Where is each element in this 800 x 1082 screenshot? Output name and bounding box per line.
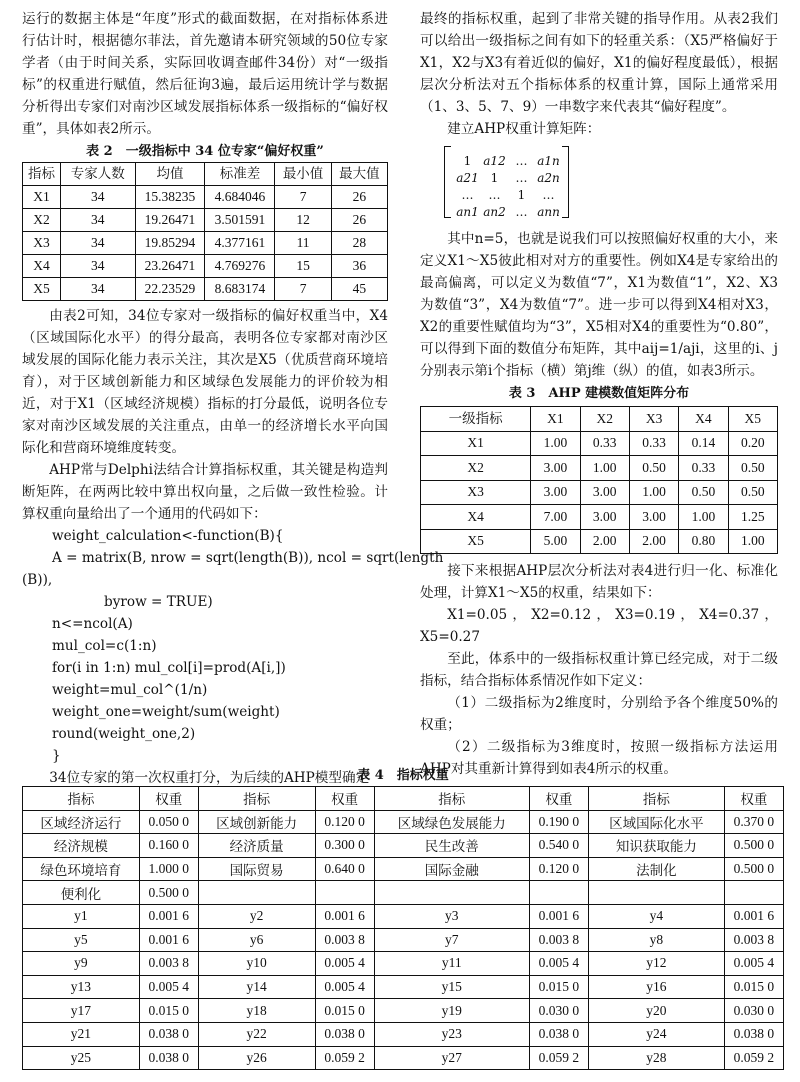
table-cell: 2.00 <box>629 529 678 554</box>
code-line: weight=mul_col^(1/n) <box>52 682 208 698</box>
table-cell: 0.14 <box>679 431 728 456</box>
table-cell: X3 <box>23 232 61 255</box>
table-cell: 0.015 0 <box>529 975 588 999</box>
table-header-row <box>421 407 778 432</box>
table-cell: y15 <box>374 975 529 999</box>
paragraph-expert-scoring: 34位专家的第一次权重打分，为后续的AHP模型确定 <box>49 770 370 786</box>
table-cell: 19.85294 <box>135 232 205 255</box>
table-header-cell: X5 <box>728 407 777 432</box>
paragraph-ahp-intro: AHP常与Delphi法结合计算指标权重，其关键是构造判断矩阵，在两两比较中算出权向量，之后做一致性检验。计算权重向量给出了一个通用的代码如下： <box>22 462 388 522</box>
matrix-entry: … <box>515 154 528 168</box>
code-line: weight_calculation<-function(B){ <box>52 528 284 544</box>
table-header-cell: X2 <box>580 407 629 432</box>
table-cell: 0.030 0 <box>529 999 588 1023</box>
paragraph-matrix-explain: 其中n=5，也就是说我们可以按照偏好权重的大小，来定义X1～X5彼此相对对方的重要性。例如X4是专家给出的最高偏离，可以定义为数值“7”，X1为数值“1”，X2、X3为数值“3”，X4为数值“7”。进一步可以得到X4相对X3，X2的重要性赋值均为“3”，X5相对X4的重要性为“0.80”，可以得到下面的数值分布矩阵，其中aij=1/aji，这里的i、j分别表示第i个指标（横）第j维（纵）的值，如表3所示。 <box>420 231 778 379</box>
table-row <box>23 810 784 834</box>
table-cell: 0.370 0 <box>724 810 783 834</box>
table2 <box>22 162 388 301</box>
table-cell: 国际贸易 <box>198 857 315 881</box>
table-cell: 26 <box>331 209 387 232</box>
table-cell: 26 <box>331 186 387 209</box>
table-cell: 0.540 0 <box>529 834 588 858</box>
table-cell: y9 <box>23 952 140 976</box>
code-line: weight_one=weight/sum(weight) <box>52 704 280 720</box>
table3 <box>420 406 778 554</box>
code-line: mul_col=c(1:n) <box>52 638 157 654</box>
table-cell <box>198 881 315 905</box>
table-cell: 19.26471 <box>135 209 205 232</box>
table-cell: 0.003 8 <box>529 928 588 952</box>
table-cell: 0.005 4 <box>724 952 783 976</box>
table-cell: 1.00 <box>728 529 777 554</box>
table-cell: y17 <box>23 999 140 1023</box>
matrix-row <box>454 201 562 223</box>
table-header-row <box>23 163 388 186</box>
paragraph-normalization: 接下来根据AHP层次分析法对表4进行归一化、标准化处理，计算X1～X5的权重，结果如下： <box>420 563 778 601</box>
right-column <box>420 8 778 780</box>
table-cell: 0.050 0 <box>139 810 198 834</box>
table-cell: y18 <box>198 999 315 1023</box>
table-cell: X5 <box>421 529 531 554</box>
table-cell: 民生改善 <box>374 834 529 858</box>
table-cell: 15 <box>275 255 331 278</box>
table-cell: 0.50 <box>728 456 777 481</box>
table-cell: 0.001 6 <box>139 904 198 928</box>
table-cell: X3 <box>421 480 531 505</box>
table-cell: 0.20 <box>728 431 777 456</box>
table-cell: 0.33 <box>629 431 678 456</box>
table-cell: 1.00 <box>580 456 629 481</box>
table-cell: 36 <box>331 255 387 278</box>
table-cell: 22.23529 <box>135 278 205 301</box>
table-cell: y27 <box>374 1046 529 1070</box>
paragraph-secondary-definition: 至此，体系中的一级指标权重计算已经完成，对于二级指标，结合指标体系情况作如下定义： <box>420 651 778 689</box>
table-cell: 34 <box>60 278 135 301</box>
paragraph-table2-analysis: 由表2可知，34位专家对一级指标的偏好权重当中，X4（区域国际化水平）的得分最高，表明各位专家都对南沙区域发展的国际化能力表示关注，其次是X5（优质营商环境培育），对于区域创新能力和区域绿色发展能力的评价较为相近，对于X1（区域经济规模）指标的打分最低，说明各位专家对南沙区域发展的关注重点，由单一的经济增长水平向国际化和营商环境维度转变。 <box>22 308 388 456</box>
table-cell: y28 <box>588 1046 724 1070</box>
table-cell: 0.015 0 <box>724 975 783 999</box>
code-line: n<=ncol(A) <box>52 616 133 632</box>
table-cell: X1 <box>421 431 531 456</box>
table-row <box>23 1046 784 1070</box>
table-cell: 28 <box>331 232 387 255</box>
table-header-cell: 权重 <box>724 787 783 811</box>
matrix-entry: … <box>515 171 528 185</box>
matrix-entry: … <box>542 188 555 202</box>
rule-two-dimension: （1）二级指标为2维度时，分别给予各个维度50%的权重； <box>420 695 778 733</box>
table-cell: 3.00 <box>580 505 629 530</box>
table-cell: 0.001 6 <box>724 904 783 928</box>
table-cell: 0.059 2 <box>529 1046 588 1070</box>
table-cell: 1.00 <box>629 480 678 505</box>
table-cell: 0.038 0 <box>139 1046 198 1070</box>
code-line: round(weight_one,2) <box>52 726 196 742</box>
table-row <box>23 999 784 1023</box>
table-row <box>23 881 784 905</box>
table-row <box>23 857 784 881</box>
table-cell: 0.015 0 <box>315 999 374 1023</box>
matrix-entry: … <box>515 205 528 219</box>
code-line: } <box>52 748 61 764</box>
table-cell: 经济规模 <box>23 834 140 858</box>
table-header-cell: X3 <box>629 407 678 432</box>
table-cell: y26 <box>198 1046 315 1070</box>
table-cell: 45 <box>331 278 387 301</box>
table-cell: 0.038 0 <box>139 1022 198 1046</box>
table-row <box>23 278 388 301</box>
table-header-cell: 权重 <box>529 787 588 811</box>
table-cell: y11 <box>374 952 529 976</box>
table4-caption: 表 4 指标权重 <box>357 768 449 783</box>
table-header-cell: 指标 <box>588 787 724 811</box>
matrix-entry: … <box>488 188 501 202</box>
table-row <box>421 431 778 456</box>
table-cell: 国际金融 <box>374 857 529 881</box>
matrix-entry: 1 <box>463 154 472 168</box>
table-header-row <box>23 787 784 811</box>
table-header-cell: 最大值 <box>331 163 387 186</box>
matrix-entry: 1 <box>490 171 499 185</box>
table-cell: 3.501591 <box>205 209 275 232</box>
table-cell: 0.500 0 <box>139 881 198 905</box>
matrix-entry: a12 <box>483 154 506 168</box>
paragraph-preference: 最终的指标权重，起到了非常关键的指导作用。从表2我们可以给出一级指标之间有如下的轻重关系：（X5严格偏好于X1，X2与X3有着近似的偏好，X1的偏好程度最低），根据层次分析法对五个指标体系的权重计算，国际上通常采用（1、3、5、7、9）一串数字来代表其“偏好程度”。 <box>420 11 778 115</box>
table-cell: 1.00 <box>679 505 728 530</box>
table-cell: y8 <box>588 928 724 952</box>
table-cell: 0.015 0 <box>139 999 198 1023</box>
rule-three-dimension: （2）二级指标为3维度时，按照一级指标方法运用AHP对其重新计算得到如表4所示的权重。 <box>420 739 778 777</box>
table-cell: 0.030 0 <box>724 999 783 1023</box>
code-block <box>22 525 444 767</box>
table-header-cell: 最小值 <box>275 163 331 186</box>
table-cell: 0.50 <box>679 480 728 505</box>
ahp-matrix <box>444 142 584 222</box>
table-header-cell: 均值 <box>135 163 205 186</box>
table-cell <box>529 881 588 905</box>
table-row <box>23 1022 784 1046</box>
table-cell: 0.003 8 <box>139 952 198 976</box>
table-cell: y6 <box>198 928 315 952</box>
matrix-entry: 1 <box>517 188 526 202</box>
table-cell: 1.00 <box>531 431 580 456</box>
table-cell: 15.38235 <box>135 186 205 209</box>
table-cell: y20 <box>588 999 724 1023</box>
table-header-cell: 指标 <box>23 787 140 811</box>
table-cell: 0.160 0 <box>139 834 198 858</box>
table-cell: 34 <box>60 232 135 255</box>
table-row <box>421 480 778 505</box>
table-cell: y5 <box>23 928 140 952</box>
table-cell <box>724 881 783 905</box>
table3-caption: 表 3 AHP 建模数值矩阵分布 <box>508 386 690 401</box>
table-header-cell: 标准差 <box>205 163 275 186</box>
table-cell: y1 <box>23 904 140 928</box>
table-cell: X4 <box>23 255 61 278</box>
table-row <box>23 834 784 858</box>
weights-result: X1=0.05，X2=0.12，X3=0.19，X4=0.37，X5=0.27 <box>420 607 778 645</box>
table-cell: 0.005 4 <box>529 952 588 976</box>
table2-caption: 表 2 一级指标中 34 位专家“偏好权重” <box>86 144 324 159</box>
table-cell: y12 <box>588 952 724 976</box>
table-cell: 3.00 <box>531 480 580 505</box>
table-cell: 0.001 6 <box>529 904 588 928</box>
table-row <box>421 456 778 481</box>
table-cell: y23 <box>374 1022 529 1046</box>
table-cell: y19 <box>374 999 529 1023</box>
table-cell: 34 <box>60 186 135 209</box>
table-cell: 23.26471 <box>135 255 205 278</box>
table-cell: 4.684046 <box>205 186 275 209</box>
table-cell: 0.300 0 <box>315 834 374 858</box>
table-cell: 区域国际化水平 <box>588 810 724 834</box>
table-cell: 0.50 <box>728 480 777 505</box>
table-header-cell: 权重 <box>315 787 374 811</box>
table-row <box>23 255 388 278</box>
table-cell: 1.000 0 <box>139 857 198 881</box>
table-header-cell: X1 <box>531 407 580 432</box>
table-cell: 0.50 <box>629 456 678 481</box>
table-cell: 0.640 0 <box>315 857 374 881</box>
table-cell: y2 <box>198 904 315 928</box>
table-row <box>23 904 784 928</box>
table-cell: X2 <box>421 456 531 481</box>
table-cell: 7 <box>275 278 331 301</box>
matrix-bracket-right <box>562 146 569 218</box>
table-cell <box>588 881 724 905</box>
table-cell: 法制化 <box>588 857 724 881</box>
table-row <box>23 209 388 232</box>
table-row <box>23 975 784 999</box>
table-cell: 0.038 0 <box>529 1022 588 1046</box>
table-cell: y7 <box>374 928 529 952</box>
table-cell: 4.769276 <box>205 255 275 278</box>
table-cell: 34 <box>60 255 135 278</box>
table-cell: X4 <box>421 505 531 530</box>
table-cell <box>374 881 529 905</box>
table-row <box>23 928 784 952</box>
table-cell: 0.005 4 <box>139 975 198 999</box>
paragraph-intro: 运行的数据主体是“年度”形式的截面数据，在对指标体系进行估计时，根据德尔菲法，首先邀请本研究领域的50位专家学者（由于时间关系，实际回收调查邮件34份）对“一级指标”的权重进行赋值，然后征询3遍，最后运用统计学与数据分析得出专家们对南沙区域发展指标体系一级指标的“偏好权重”，具体如表2所示。 <box>22 11 388 137</box>
table-cell: y24 <box>588 1022 724 1046</box>
table-cell: 7.00 <box>531 505 580 530</box>
code-line: byrow = TRUE) <box>104 594 213 610</box>
matrix-entry: … <box>461 188 474 202</box>
table-cell: 0.33 <box>679 456 728 481</box>
code-line: for(i in 1:n) mul_col[i]=prod(A[i,]) <box>52 660 286 676</box>
table-cell: 7 <box>275 186 331 209</box>
table-cell: y22 <box>198 1022 315 1046</box>
table-cell: 0.001 6 <box>139 928 198 952</box>
table-row <box>421 505 778 530</box>
matrix-entry: an1 <box>456 205 479 219</box>
matrix-entry: a2n <box>537 171 560 185</box>
table-cell: 3.00 <box>531 456 580 481</box>
table-cell: y10 <box>198 952 315 976</box>
table-cell: 0.003 8 <box>724 928 783 952</box>
table-cell: y13 <box>23 975 140 999</box>
table-row <box>23 952 784 976</box>
table-cell: 0.80 <box>679 529 728 554</box>
table-cell: 知识获取能力 <box>588 834 724 858</box>
table-cell: X5 <box>23 278 61 301</box>
table-cell: 8.683174 <box>205 278 275 301</box>
table-header-cell: 指标 <box>198 787 315 811</box>
table-cell: 0.500 0 <box>724 857 783 881</box>
table-cell: 经济质量 <box>198 834 315 858</box>
table-cell: 0.120 0 <box>315 810 374 834</box>
table-header-cell: 指标 <box>23 163 61 186</box>
table-cell: y21 <box>23 1022 140 1046</box>
table-row <box>23 186 388 209</box>
table-cell: 0.005 4 <box>315 952 374 976</box>
matrix-entry: a1n <box>537 154 560 168</box>
table-cell: y3 <box>374 904 529 928</box>
table-cell: 区域创新能力 <box>198 810 315 834</box>
table4 <box>22 786 784 1070</box>
table-cell: 3.00 <box>629 505 678 530</box>
table-header-cell: X4 <box>679 407 728 432</box>
table-row <box>23 232 388 255</box>
table-cell: 0.059 2 <box>724 1046 783 1070</box>
table-cell: y25 <box>23 1046 140 1070</box>
table-row <box>421 529 778 554</box>
table-cell: 0.059 2 <box>315 1046 374 1070</box>
table-cell: X2 <box>23 209 61 232</box>
table-header-cell: 权重 <box>139 787 198 811</box>
matrix-entry: ann <box>537 205 560 219</box>
table-cell: X1 <box>23 186 61 209</box>
table-cell: 4.377161 <box>205 232 275 255</box>
table-cell: 12 <box>275 209 331 232</box>
table-cell <box>315 881 374 905</box>
table-cell: 5.00 <box>531 529 580 554</box>
table-cell: 绿色环境培育 <box>23 857 140 881</box>
table-cell: 0.038 0 <box>724 1022 783 1046</box>
table-cell: y14 <box>198 975 315 999</box>
table-cell: y16 <box>588 975 724 999</box>
table-cell: 11 <box>275 232 331 255</box>
table-header-cell: 专家人数 <box>60 163 135 186</box>
table-header-cell: 一级指标 <box>421 407 531 432</box>
table-header-cell: 指标 <box>374 787 529 811</box>
table-cell: 便利化 <box>23 881 140 905</box>
table-cell: 区域绿色发展能力 <box>374 810 529 834</box>
table-cell: 0.001 6 <box>315 904 374 928</box>
table-cell: 0.190 0 <box>529 810 588 834</box>
table-cell: 2.00 <box>580 529 629 554</box>
table-cell: 34 <box>60 209 135 232</box>
matrix-entry: an2 <box>483 205 506 219</box>
table-cell: 0.500 0 <box>724 834 783 858</box>
code-line: (B)), <box>22 572 53 588</box>
table-cell: 0.038 0 <box>315 1022 374 1046</box>
table-cell: 1.25 <box>728 505 777 530</box>
matrix-bracket-left <box>444 146 451 218</box>
code-line: A = matrix(B, nrow = sqrt(length(B)), ncol = sqrt(length <box>52 550 444 566</box>
table-cell: 0.003 8 <box>315 928 374 952</box>
table-cell: 0.33 <box>580 431 629 456</box>
table4-section <box>22 766 784 1070</box>
table-cell: y4 <box>588 904 724 928</box>
table-cell: 0.005 4 <box>315 975 374 999</box>
table-cell: 区域经济运行 <box>23 810 140 834</box>
matrix-entry: a21 <box>456 171 479 185</box>
table-cell: 0.120 0 <box>529 857 588 881</box>
paragraph-matrix-intro: 建立AHP权重计算矩阵： <box>447 121 601 137</box>
table-cell: 3.00 <box>580 480 629 505</box>
